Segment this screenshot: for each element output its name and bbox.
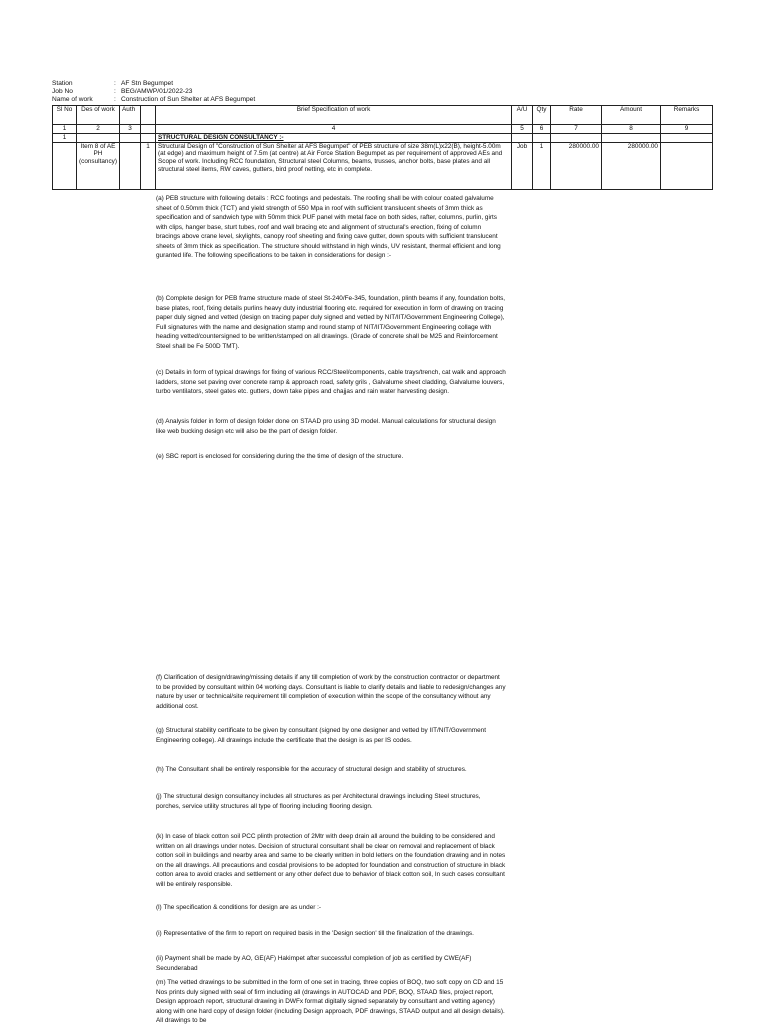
- table-header-row: [53, 106, 713, 125]
- col-number: 4: [156, 125, 512, 134]
- section-row: [53, 133, 713, 142]
- col-number: 5: [512, 125, 533, 134]
- colon: :: [114, 96, 116, 103]
- header-au: A/U: [512, 106, 533, 125]
- header-spacer: [141, 106, 156, 125]
- row-des-of-work: Item 8 of AE PH (consultancy): [77, 142, 120, 189]
- header-rate: Rate: [551, 106, 602, 125]
- col-number: 9: [661, 125, 713, 134]
- para-ii: (ii) Payment shall be made by AO, GE(AF) Hakimpet after successful completion of job as certified by CWE(AF) Secunderabad: [156, 955, 472, 972]
- name-of-work-value: Construction of Sun Shelter at AFS Begumpet: [121, 96, 256, 103]
- para-g: (g) Structural stability certificate to be given by consultant (signed by one designer and vetted by IIT/NIT/Government Engineering college). All drawings include the certificate that the design is as per IS codes.: [156, 727, 486, 744]
- para-e: (e) SBC report is enclosed for considering during the the time of design of the structure.: [156, 453, 404, 460]
- section-empty: [551, 133, 602, 142]
- col-number: 8: [602, 125, 661, 134]
- row-auth-empty: [120, 142, 141, 189]
- row-rate: 280000.00: [551, 142, 602, 189]
- header-remarks: Remarks: [661, 106, 713, 125]
- header-auth: Auth: [120, 106, 141, 125]
- row-sl-empty: [53, 142, 77, 189]
- col-number-spacer: [141, 125, 156, 134]
- colon: :: [114, 88, 116, 95]
- para-b: (b) Complete design for PEB frame structure made of steel St-240/Fe-345, foundation, plinth beams if any, foundation bolts, base plates, roof, fixing details purlins heavy duty industrial flooring etc. required for execution in form of drawing on tracing paper duly signed and vetted (design on tracing paper duly signed and vetted by NIT/IIT/Government Engineering College), Full signatures with the name and designation stamp and round stamp of NIT/IIT/Government Engineering collage with heading vetted/countersigned to be written/stamped on all drawings. (Grade of concrete shall be M25 and Reinforcement Steel shall be Fe 500D TMT).: [156, 295, 506, 350]
- section-empty: [120, 133, 141, 142]
- section-empty: [77, 133, 120, 142]
- col-number: 7: [551, 125, 602, 134]
- column-number-row: [53, 125, 713, 134]
- row-spec: Structural Design of "Construction of Sun Shelter at AFS Begumpet" of PEB structure of size 38m(L)x22(B), height-5.00m (at edge) and maximum height of 7.5m (at centre) at Air Force Station Begumpet as per requirement of approved AEs and Scope of work. Including RCC foundation, Structural steel Columns, beams, trusses, anchor bolts, base plates and all structural steel items, RW caves, gutters, bird proof netting, etc in complete.: [156, 142, 512, 189]
- para-i: (i) Representative of the firm to report on required basis in the 'Design section' till the finalization of the drawings.: [156, 930, 474, 937]
- para-m: (m) The vetted drawings to be submitted in the form of one set in tracing, three copies of BOQ, two soft copy on CD and 15 Nos prints duly signed with seal of firm including all (drawings in AUTOCAD and PDF, BOQ, STAAD files, project report, Design approach report, structural drawing in DWFx format digitally signed separately by consultant and vetting agency) along with one hard copy of design folder (including Design approach, PDF drawings, STAAD output and all design details). All drawings to be: [156, 979, 505, 1024]
- section-empty: [141, 133, 156, 142]
- para-h: (h) The Consultant shall be entirely responsible for the accuracy of structural design and stability of structures.: [156, 766, 467, 773]
- para-l: (l) The specification & conditions for design are as under :-: [156, 904, 322, 911]
- job-no-line: [52, 89, 192, 96]
- row-amount: 280000.00: [602, 142, 661, 189]
- row-item-no: 1: [141, 142, 156, 189]
- table-row: [53, 142, 713, 189]
- para-k: (k) In case of black cotton soil PCC plinth protection of 2Mtr with deep drain all around the building to be considered and written on all drawings under notes. Decision of structural consultant shall be clear on removal and replacement of black cotton soil in buildings and nearby area and same to be clearly written in bold letters on the foundation drawing and in notes on the all drawings. All precautions and cosdal provisions to be adopted for foundation and construction of structure in black cotton area to avoid cracks and settlement or any other defect due to behavior of black cotton soil, In such cases consultant will be entirely responsible.: [156, 833, 506, 888]
- station-line: [52, 81, 173, 88]
- row-remarks: [661, 142, 713, 189]
- header-des-of-work: Des of work: [77, 106, 120, 125]
- para-d: (d) Analysis folder in form of design folder done on STAAD pro using 3D model. Manual calculations for structural design like web bucking design etc will also be the part of design folder.: [156, 418, 496, 435]
- job-no-label: Job No: [52, 88, 73, 95]
- boq-table: [52, 105, 713, 190]
- section-title: STRUCTURAL DESIGN CONSULTANCY :-: [156, 133, 512, 142]
- row-au: Job: [512, 142, 533, 189]
- para-c: (c) Details in form of typical drawings for fixing of various RCC/Steel/components, cable trays/trench, cat walk and approach ladders, stone set paving over concrete ramp & approach road, safety grils , Galvalume sheet cladding, Galvalume louvers, turbo ventilators, steel gates etc. gutters, down take pipes and chajjas and rain water harvesting design.: [156, 369, 506, 395]
- col-number: 3: [120, 125, 141, 134]
- header-spec: Brief Specification of work: [156, 106, 512, 125]
- para-a: (a) PEB structure with following details : RCC footings and pedestals. The roofing shall be with colour coated galvalume sheet of 0.50mm thick (TCT) and yield strength of 550 Mpa in roof with sufficient translucent sheets of 3mm thick as specification and of sandwich type with 50mm thick PUF panel with metal face on both sides, rafter, columns, purlin, girts with clips, hanger base, sturt tubes, roof and wall bracing etc and alignment of structural's erection, fixing of column bracings above crane level, skylights, canopy roof sheeting and fixing cave gutter, down spouts with sufficient translucent sheets of 3mm thick as specification. The structure should withstand in high winds, UV resistant, thermal efficient and long guranted life. The following specifications to be taken in considerations for design :-: [156, 195, 501, 259]
- col-number: 1: [53, 125, 77, 134]
- name-of-work-label: Name of work: [52, 96, 93, 103]
- section-empty: [512, 133, 533, 142]
- section-sl-no: 1: [53, 133, 77, 142]
- section-empty: [602, 133, 661, 142]
- col-number: 2: [77, 125, 120, 134]
- station-value: AF Stn Begumpet: [121, 80, 174, 87]
- job-no-value: BEG/AMWP/01/2022-23: [121, 88, 193, 95]
- row-qty: 1: [533, 142, 551, 189]
- section-empty: [661, 133, 713, 142]
- header-amount: Amount: [602, 106, 661, 125]
- colon: :: [114, 80, 116, 87]
- name-of-work-line: [52, 97, 255, 104]
- para-f: (f) Clarification of design/drawing/missing details if any till completion of work by the construction contractor or department to be provided by consultant within 04 working days. Consultant is liable to clarify details and liable to redesign/changes any nature by user or technical/site requirement till completion of execution within the scope of the consultancy without any additional cost.: [156, 674, 506, 710]
- header-qty: Qty: [533, 106, 551, 125]
- col-number: 6: [533, 125, 551, 134]
- section-empty: [533, 133, 551, 142]
- station-label: Station: [52, 80, 73, 87]
- header-sl-no: Sl No: [53, 106, 77, 125]
- para-j: (j) The structural design consultancy includes all structures as per Architectural drawings including Steel structures, porches, service utility structures all type of flooring including flooring design.: [156, 793, 481, 810]
